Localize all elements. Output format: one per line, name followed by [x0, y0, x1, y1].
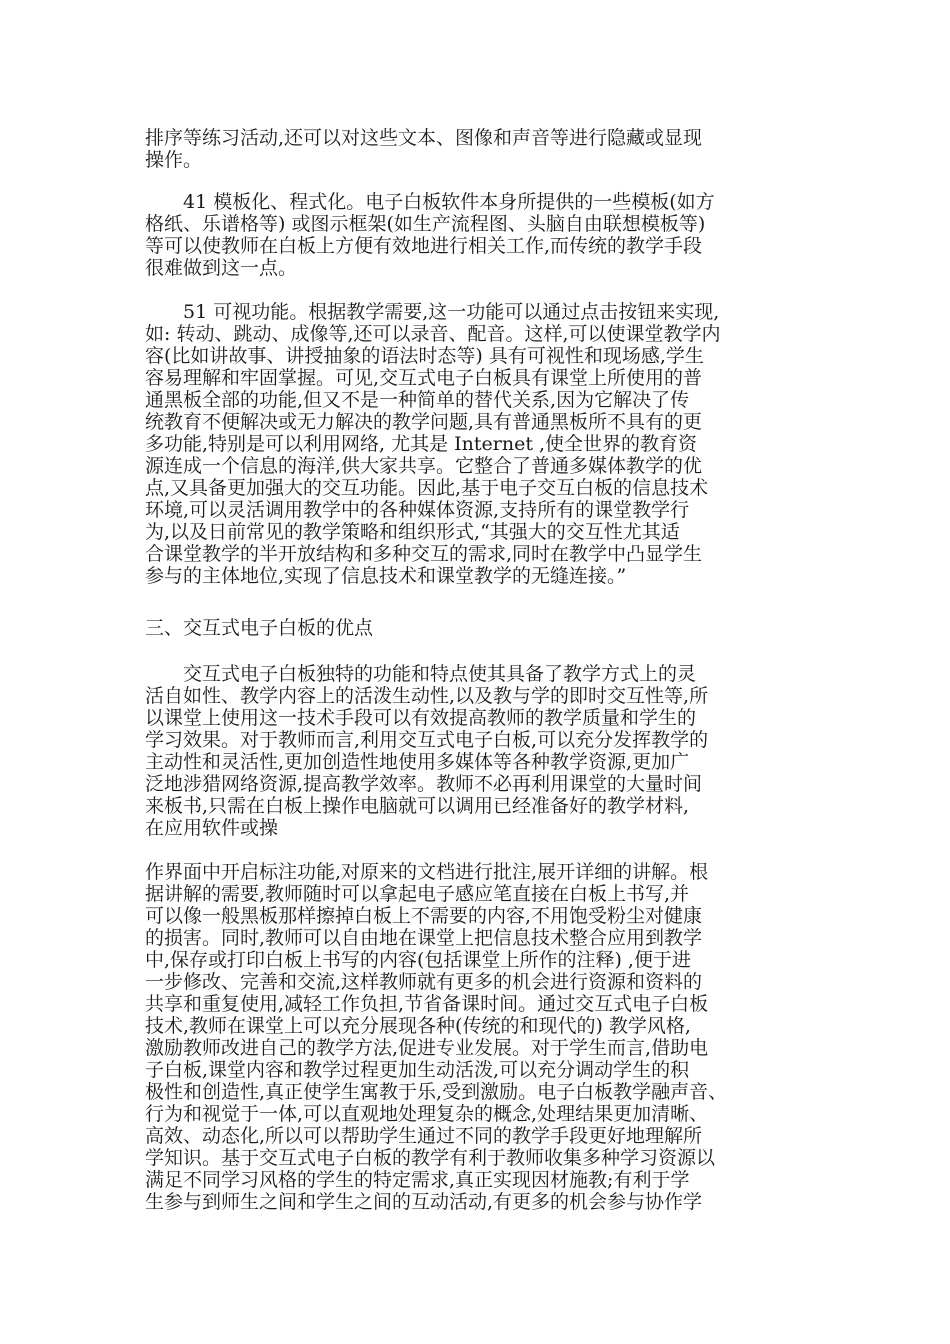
- paragraph-4: 交互式电子白板独特的功能和特点使其具备了教学方式上的灵 活自如性、教学内容上的活泼生动性,以及教与学的即时交互性等,所 以课堂上使用这一技术手段可以有效提高教师的教学质量和学生的 学习效果。对于教师而言,利用交互式电子白板,可以充分发挥教学的 主动性和灵活性,更加创造性地使用多媒体等各种教学资源,更加广 泛地涉猎网络资源,提高教学效率。教师不必再利用课堂的大量时间 来板书,只需在白板上操作电脑就可以调用已经准备好的教学材料, 在应用软件或操: [145, 663, 709, 839]
- paragraph-5: 作界面中开启标注功能,对原来的文档进行批注,展开详细的讲解。根 据讲解的需要,教师随时可以拿起电子感应笔直接在白板上书写,并 可以像一般黑板那样擦掉白板上不需要的内容,不用饱受粉尘对健康 的损害。同时,教师可以自由地在课堂上把信息技术整合应用到教学 中,保存或打印白板上书写的内容(包括课堂上所作的注释) ,便于进 一步修改、完善和交流,这样教师就有更多的机会进行资源和资料的 共享和重复使用,减轻工作负担,节省备课时间。通过交互式电子白板 技术,教师在课堂上可以充分展现各种(传统的和现代的) 教学风格, 激励教师改进自己的教学方法,促进专业发展。对于学生而言,借助电 子白板,课堂内容和教学过程更加生动活泼,可以充分调动学生的积 极性和创造性,真正使学生寓教于乐,受到激励。电子白板教学融声音、 行为和视觉于一体,可以直观地处理复杂的概念,处理结果更加清晰、 高效、动态化,所以可以帮助学生通过不同的教学手段更好地理解所 学知识。基于交互式电子白板的教学有利于教师收集多种学习资源以 满足不同学习风格的学生的特定需求,真正实现因材施教;有利于学 生参与到师生之间和学生之间的互动活动,有更多的机会参与协作学: [145, 861, 728, 1213]
- paragraph-3: 51 可视功能。根据教学需要,这一功能可以通过点击按钮来实现, 如: 转动、跳动、成像等,还可以录音、配音。这样,可以使课堂教学内 容(比如讲故事、讲授抽象的语法时态等) 具有可视性和现场感,学生 容易理解和牢固掌握。可见,交互式电子白板具有课堂上所使用的普 通黑板全部的功能,但又不是一种简单的替代关系,因为它解决了传 统教育不便解决或无力解决的教学问题,具有普通黑板所不具有的更 多功能,特别是可以利用网络, 尤其是 Internet ,使全世界的教育资 源连成一个信息的海洋,供大家共享。它整合了普通多媒体教学的优 点,又具备更加强大的交互功能。因此,基于电子交互白板的信息技术 环境,可以灵活调用教学中的各种媒体资源,支持所有的课堂教学行 为,以及日前常见的教学策略和组织形式,“其强大的交互性尤其适 合课堂教学的半开放结构和多种交互的需求,同时在教学中凸显学生 参与的主体地位,实现了信息技术和课堂教学的无缝连接。”: [145, 301, 721, 587]
- paragraph-1: 排序等练习活动,还可以对这些文本、图像和声音等进行隐藏或显现 操作。: [145, 127, 703, 171]
- section-heading: 三、交互式电子白板的优点: [145, 617, 374, 639]
- paragraph-2: 41 模板化、程式化。电子白板软件本身所提供的一些模板(如方 格纸、乐谱格等) 或图示框架(如生产流程图、头脑自由联想模板等) 等可以使教师在白板上方便有效地进行相关工作,而传统的教学手段 很难做到这一点。: [145, 191, 715, 279]
